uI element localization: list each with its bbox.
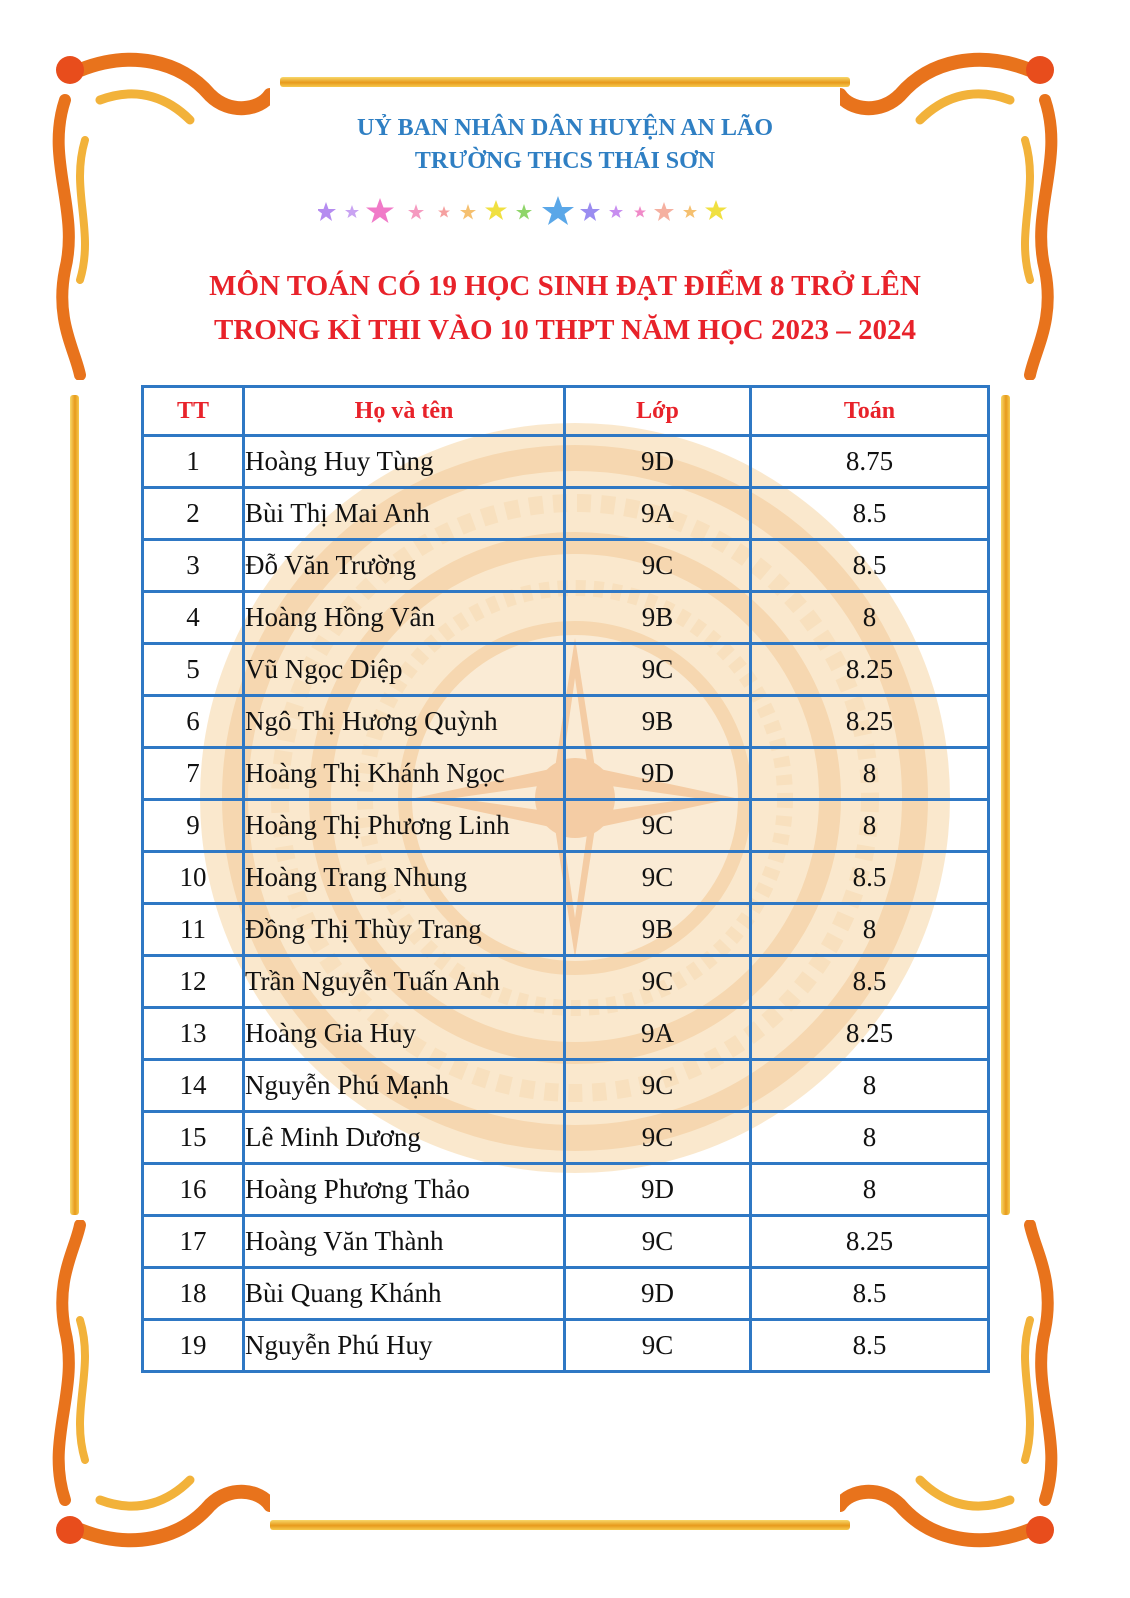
cell-name: Hoàng Phương Thảo (244, 1164, 565, 1216)
cell-name: Lê Minh Dương (244, 1112, 565, 1164)
cell-tt: 16 (143, 1164, 244, 1216)
org-name: UỶ BAN NHÂN DÂN HUYỆN AN LÃO (356, 115, 773, 141)
cell-tt: 2 (143, 488, 244, 540)
cell-tt: 13 (143, 1008, 244, 1060)
cell-name: Hoàng Hồng Vân (244, 592, 565, 644)
cell-class: 9D (565, 748, 751, 800)
cell-name: Hoàng Thị Khánh Ngọc (244, 748, 565, 800)
cell-tt: 14 (143, 1060, 244, 1112)
cell-score: 8 (751, 748, 989, 800)
cell-tt: 12 (143, 956, 244, 1008)
cell-class: 9C (565, 1320, 751, 1372)
table-row (143, 800, 989, 852)
table-row (143, 436, 989, 488)
cell-name: Bùi Thị Mai Anh (244, 488, 565, 540)
frame-left-bar (70, 395, 79, 1215)
cell-name: Hoàng Huy Tùng (244, 436, 565, 488)
table-row (143, 956, 989, 1008)
cell-class: 9B (565, 904, 751, 956)
frame-right-bar (1001, 395, 1010, 1215)
cell-class: 9D (565, 1164, 751, 1216)
column-header-name: Họ và tên (244, 387, 565, 436)
table-row (143, 540, 989, 592)
cell-score: 8.25 (751, 696, 989, 748)
cell-class: 9B (565, 696, 751, 748)
table-row (143, 1008, 989, 1060)
cell-score: 8.5 (751, 956, 989, 1008)
cell-name: Hoàng Gia Huy (244, 1008, 565, 1060)
cell-tt: 11 (143, 904, 244, 956)
cell-tt: 3 (143, 540, 244, 592)
cell-class: 9D (565, 436, 751, 488)
cell-tt: 7 (143, 748, 244, 800)
cell-class: 9C (565, 1112, 751, 1164)
star-divider-icon (318, 196, 758, 228)
cell-score: 8.5 (751, 1268, 989, 1320)
cell-tt: 10 (143, 852, 244, 904)
cell-name: Đỗ Văn Trường (244, 540, 565, 592)
cell-tt: 4 (143, 592, 244, 644)
cell-score: 8 (751, 1112, 989, 1164)
cell-tt: 5 (143, 644, 244, 696)
frame-bottom-bar (270, 1520, 850, 1530)
table-header-row (143, 387, 989, 436)
school-name: TRƯỜNG THCS THÁI SƠN (414, 148, 716, 174)
cell-score: 8.5 (751, 852, 989, 904)
cell-name: Trần Nguyễn Tuấn Anh (244, 956, 565, 1008)
announcement-title-line1: MÔN TOÁN CÓ 19 HỌC SINH ĐẠT ĐIỂM 8 TRỞ LÊN (209, 270, 921, 302)
table-row (143, 904, 989, 956)
cell-name: Nguyễn Phú Mạnh (244, 1060, 565, 1112)
cell-score: 8 (751, 1060, 989, 1112)
cell-name: Hoàng Thị Phương Linh (244, 800, 565, 852)
cell-score: 8.75 (751, 436, 989, 488)
column-header-score: Toán (751, 387, 989, 436)
column-header-tt: TT (143, 387, 244, 436)
table-row (143, 1164, 989, 1216)
cell-class: 9C (565, 1216, 751, 1268)
cell-name: Ngô Thị Hương Quỳnh (244, 696, 565, 748)
announcement-title-line2: TRONG KÌ THI VÀO 10 THPT NĂM HỌC 2023 – 2024 (214, 314, 916, 346)
cell-tt: 17 (143, 1216, 244, 1268)
cell-name: Hoàng Trang Nhung (244, 852, 565, 904)
cell-tt: 15 (143, 1112, 244, 1164)
cell-name: Vũ Ngọc Diệp (244, 644, 565, 696)
cell-class: 9B (565, 592, 751, 644)
column-header-class: Lớp (565, 387, 751, 436)
table-row (143, 1268, 989, 1320)
table-row (143, 1060, 989, 1112)
results-table (141, 385, 990, 1373)
cell-class: 9D (565, 1268, 751, 1320)
cell-tt: 19 (143, 1320, 244, 1372)
cell-score: 8 (751, 904, 989, 956)
cell-name: Bùi Quang Khánh (244, 1268, 565, 1320)
cell-class: 9C (565, 644, 751, 696)
cell-tt: 1 (143, 436, 244, 488)
table-row (143, 852, 989, 904)
cell-tt: 6 (143, 696, 244, 748)
cell-tt: 18 (143, 1268, 244, 1320)
cell-class: 9A (565, 488, 751, 540)
table-row (143, 488, 989, 540)
cell-class: 9C (565, 1060, 751, 1112)
table-row (143, 1320, 989, 1372)
table-row (143, 696, 989, 748)
cell-score: 8.25 (751, 644, 989, 696)
cell-name: Đồng Thị Thùy Trang (244, 904, 565, 956)
cell-class: 9C (565, 540, 751, 592)
cell-score: 8 (751, 1164, 989, 1216)
cell-name: Hoàng Văn Thành (244, 1216, 565, 1268)
cell-tt: 9 (143, 800, 244, 852)
table-row (143, 1216, 989, 1268)
cell-class: 9C (565, 956, 751, 1008)
cell-class: 9A (565, 1008, 751, 1060)
table-row (143, 644, 989, 696)
table-row (143, 592, 989, 644)
cell-score: 8.5 (751, 1320, 989, 1372)
cell-name: Nguyễn Phú Huy (244, 1320, 565, 1372)
cell-score: 8.5 (751, 540, 989, 592)
cell-class: 9C (565, 800, 751, 852)
cell-score: 8.25 (751, 1008, 989, 1060)
table-row (143, 1112, 989, 1164)
cell-score: 8 (751, 592, 989, 644)
table-row (143, 748, 989, 800)
cell-score: 8.5 (751, 488, 989, 540)
cell-score: 8 (751, 800, 989, 852)
table-body (143, 436, 989, 1372)
frame-top-bar (280, 77, 850, 87)
cell-class: 9C (565, 852, 751, 904)
cell-score: 8.25 (751, 1216, 989, 1268)
